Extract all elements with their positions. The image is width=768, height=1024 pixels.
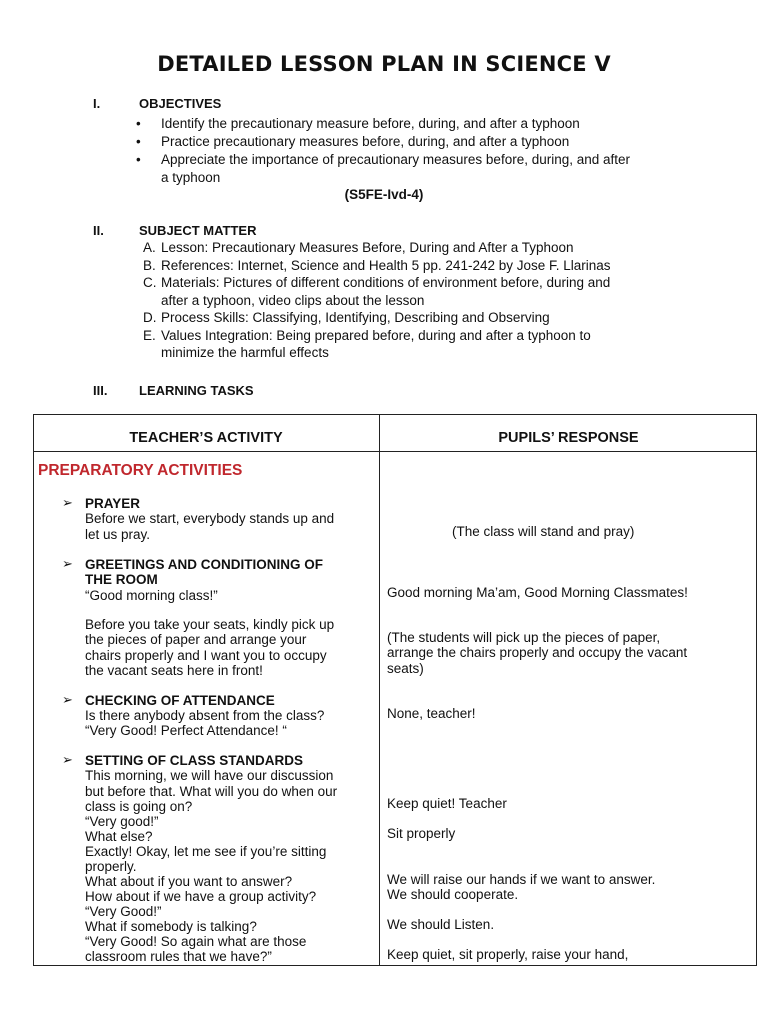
subject-item-values: E. Values Integration: Being prepared before, during and after a typhoon to (143, 328, 591, 343)
teacher-line: How about if we have a group activity? (85, 889, 317, 904)
objective-item-continued: a typhoon (161, 170, 221, 185)
subject-item-references: B. References: Internet, Science and Health 5 pp. 241-242 by Jose F. Llarinas (143, 258, 611, 273)
pupil-response: We should cooperate. (387, 887, 519, 902)
arrow-bullet-icon: ➢ (62, 752, 73, 767)
activity-heading-class-standards: SETTING OF CLASS STANDARDS (85, 753, 304, 768)
teacher-line: classroom rules that we have?” (85, 949, 272, 964)
pupil-response: (The students will pick up the pieces of paper, (387, 630, 661, 645)
table-header-divider (33, 451, 757, 452)
subject-item-process-skills: D. Process Skills: Classifying, Identifying, Describing and Observing (143, 310, 550, 325)
teacher-line: “Very Good! So again what are those (85, 934, 307, 949)
activity-heading-prayer: PRAYER (85, 496, 141, 511)
arrow-bullet-icon: ➢ (62, 495, 73, 510)
teacher-line: Before we start, everybody stands up and (85, 511, 335, 526)
pupil-response: arrange the chairs properly and occupy the vacant (387, 645, 688, 660)
pupil-response: (The class will stand and pray) (452, 524, 635, 539)
teacher-line: “Very good!” (85, 814, 159, 829)
section-objectives (93, 96, 221, 111)
subject-item-materials: C. Materials: Pictures of different conditions of environment before, during and (143, 275, 611, 290)
pupil-response: Sit properly (387, 826, 456, 841)
pupil-response: seats) (387, 661, 424, 676)
section-number: III. (93, 383, 108, 398)
section-learning-tasks (93, 383, 254, 398)
teacher-line: What else? (85, 829, 153, 844)
pupil-response: Keep quiet, sit properly, raise your hand, (387, 947, 629, 962)
subject-item-materials-continued: after a typhoon, video clips about the lesson (161, 293, 425, 308)
table-header-pupils: PUPILS’ RESPONSE (498, 430, 639, 446)
pupil-response: We should Listen. (387, 917, 495, 932)
teacher-line: chairs properly and I want you to occupy (85, 648, 327, 663)
teacher-line: properly. (85, 859, 137, 874)
section-heading: OBJECTIVES (139, 96, 222, 111)
teacher-line: Before you take your seats, kindly pick up (85, 617, 335, 632)
arrow-bullet-icon: ➢ (62, 556, 73, 571)
teacher-line: the vacant seats here in front! (85, 663, 263, 678)
section-number: I. (93, 96, 101, 111)
activity-heading-greetings: GREETINGS AND CONDITIONING OF (85, 557, 324, 572)
pupil-response: Keep quiet! Teacher (387, 796, 507, 811)
teacher-line: What about if you want to answer? (85, 874, 293, 889)
subject-item-lesson: A. Lesson: Precautionary Measures Before, During and After a Typhoon (143, 240, 574, 255)
teacher-line: “Very Good! Perfect Attendance! “ (85, 723, 287, 738)
section-heading: LEARNING TASKS (139, 383, 254, 398)
pupil-response: Good morning Ma’am, Good Morning Classmates! (387, 585, 688, 600)
competency-code: (S5FE-Ivd-4) (344, 187, 424, 202)
section-subject-matter (93, 223, 256, 238)
teacher-line: let us pray. (85, 527, 151, 542)
teacher-line: “Very Good!” (85, 904, 162, 919)
subject-item-values-continued: minimize the harmful effects (161, 345, 329, 360)
document-title: DETAILED LESSON PLAN IN SCIENCE V (157, 52, 611, 76)
table-header-teacher: TEACHER’S ACTIVITY (129, 430, 283, 446)
section-heading: SUBJECT MATTER (139, 223, 257, 238)
section-number: II. (93, 223, 104, 238)
arrow-bullet-icon: ➢ (62, 692, 73, 707)
section-preparatory-activities: PREPARATORY ACTIVITIES (38, 462, 243, 479)
teacher-line: the pieces of paper and arrange your (85, 632, 307, 647)
table-column-divider (379, 414, 380, 966)
teacher-line: This morning, we will have our discussion (85, 768, 334, 783)
teacher-line: Exactly! Okay, let me see if you’re sitting (85, 844, 327, 859)
activity-heading-greetings-continued: THE ROOM (85, 572, 158, 587)
pupil-response: None, teacher! (387, 706, 476, 721)
teacher-line: “Good morning class!” (85, 588, 218, 603)
activity-heading-attendance: CHECKING OF ATTENDANCE (85, 693, 275, 708)
teacher-line: but before that. What will you do when our (85, 784, 338, 799)
pupil-response: We will raise our hands if we want to answer. (387, 872, 656, 887)
teacher-line: class is going on? (85, 799, 193, 814)
teacher-line: Is there anybody absent from the class? (85, 708, 325, 723)
teacher-line: What if somebody is talking? (85, 919, 257, 934)
